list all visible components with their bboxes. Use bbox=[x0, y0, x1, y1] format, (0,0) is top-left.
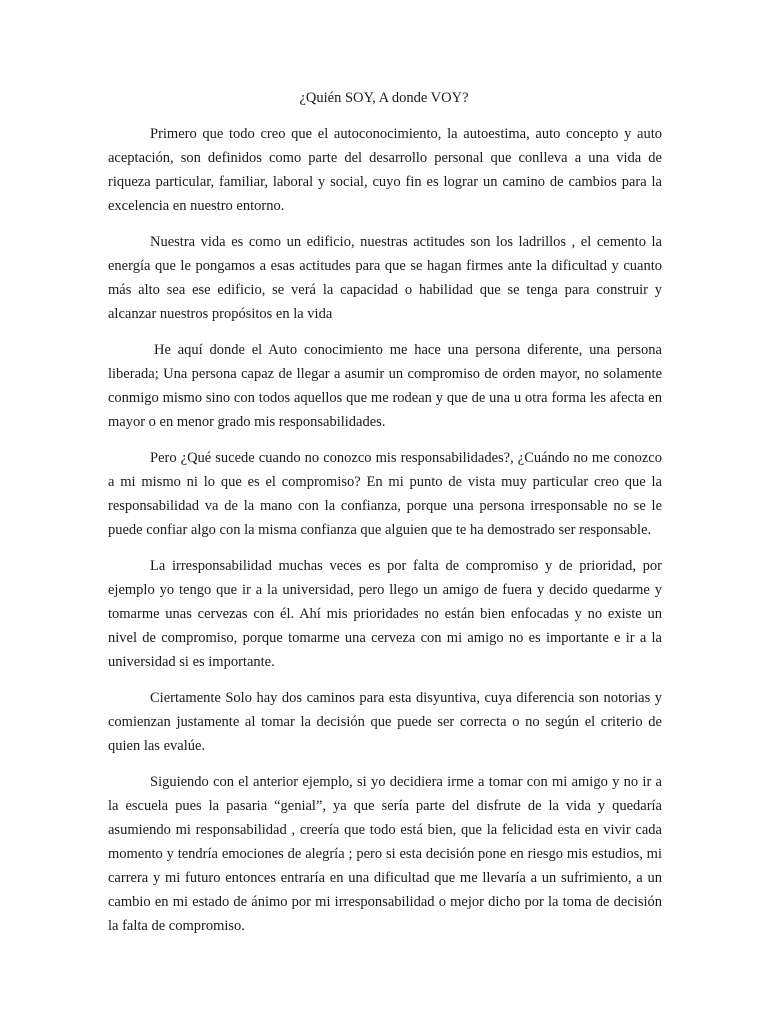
paragraph-6: Ciertamente Solo hay dos caminos para esta disyuntiva, cuya diferencia son notorias y comienzan justamente al tomar la decisión que puede ser correcta o no según el criterio de quien las evalúe. bbox=[108, 690, 662, 754]
paragraph-3: He aquí donde el Auto conocimiento me hace una persona diferente, una persona liberada; Una persona capaz de llegar a asumir un compromiso de orden mayor, no solamente conmigo mismo sino con todos aquellos que me rodean y que de una u otra forma les afecta en mayor o en menor grado mis responsabilidades. bbox=[108, 342, 662, 430]
paragraph-2: Nuestra vida es como un edificio, nuestras actitudes son los ladrillos , el cemento la energía que le pongamos a esas actitudes para que se hagan firmes ante la dificultad y cuanto más alto sea ese edificio, se verá la capacidad o habilidad que se tenga para construir y alcanzar nuestros propósitos en la vida bbox=[108, 234, 662, 322]
page-title: ¿Quién SOY, A donde VOY? bbox=[299, 90, 469, 106]
paragraph-7: Siguiendo con el anterior ejemplo, si yo decidiera irme a tomar con mi amigo y no ir a la escuela pues la pasaria “genial”, ya que sería parte del disfrute de la vida y quedaría asumiendo mi responsabilidad , creería que todo está bien, que la felicidad esta en vivir cada momento y tendría emociones de alegría ; pero si esta decisión pone en riesgo mis estudios, mi carrera y mi futuro entonces entraría en una dificultad que me llevaría a un sufrimiento, a un cambio en mi estado de ánimo por mi irresponsabilidad o mejor dicho por la toma de decisión la falta de compromiso. bbox=[108, 774, 662, 934]
document-body bbox=[108, 122, 662, 950]
paragraph-1: Primero que todo creo que el autoconocimiento, la autoestima, auto concepto y auto aceptación, son definidos como parte del desarrollo personal que conlleva a una vida de riqueza particular, familiar, laboral y social, cuyo fin es lograr un camino de cambios para la excelencia en nuestro entorno. bbox=[108, 126, 662, 214]
paragraph-5: La irresponsabilidad muchas veces es por falta de compromiso y de prioridad, por ejemplo yo tengo que ir a la universidad, pero llego un amigo de fuera y decido quedarme y tomarme unas cervezas con él. Ahí mis prioridades no están bien enfocadas y no existe un nivel de compromiso, porque tomarme una cerveza con mi amigo no es importante e ir a la universidad si es importante. bbox=[108, 558, 662, 670]
paragraph-4: Pero ¿Qué sucede cuando no conozco mis responsabilidades?, ¿Cuándo no me conozco a mi mismo ni lo que es el compromiso? En mi punto de vista muy particular creo que la responsabilidad va de la mano con la confianza, porque una persona irresponsable no se le puede confiar algo con la misma confianza que alguien que te ha demostrado ser responsable. bbox=[108, 450, 662, 538]
